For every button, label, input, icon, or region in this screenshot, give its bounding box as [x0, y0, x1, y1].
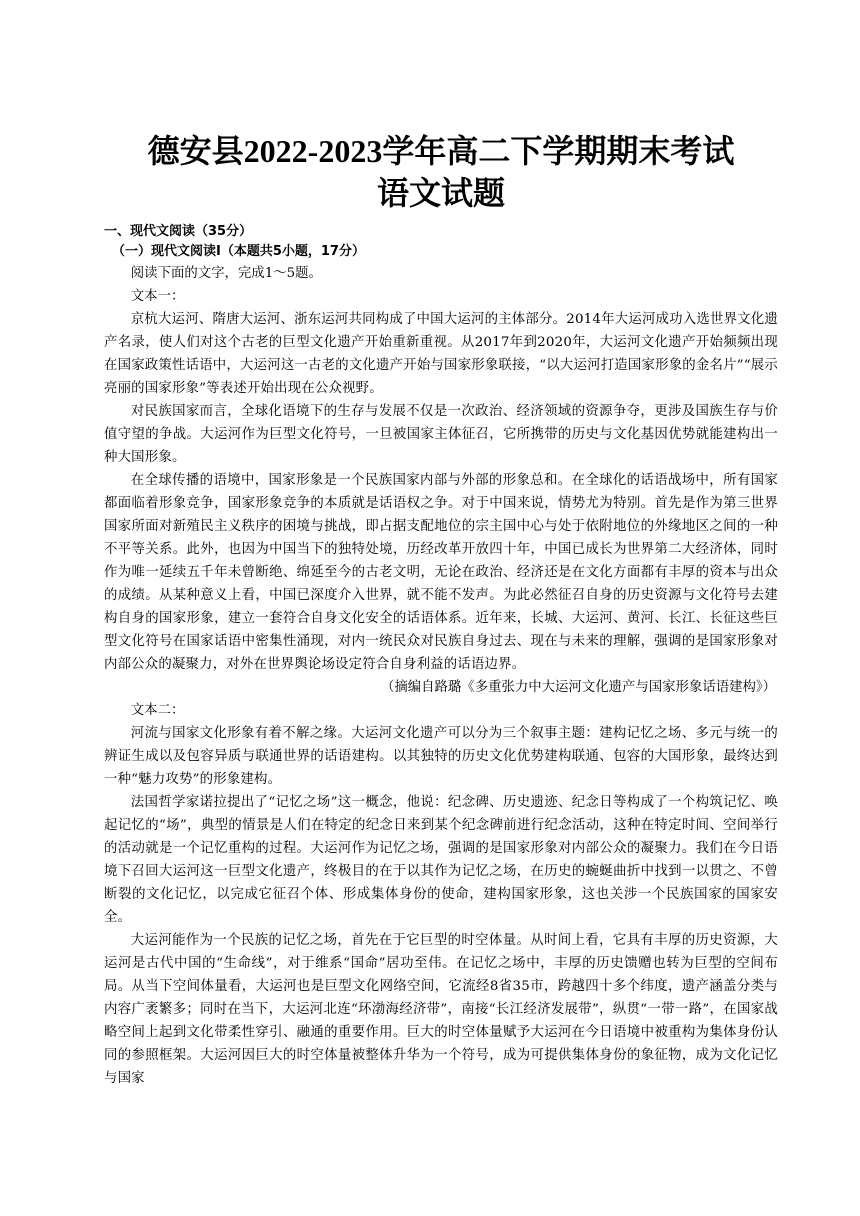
exam-title: 德安县2022-2023学年高二下学期期末考试 [147, 133, 735, 169]
section-heading: 一、现代文阅读（35分） [104, 224, 253, 239]
text1-paragraph-3: 在全球传播的语境中，国家形象是一个民族国家内部与外部的形象总和。在全球化的话语战场中，所有国家都面临着形象竞争，国家形象竞争的本质就是话语权之争。对于中国来说，情势尤为特别。首先是作为第三世界国家所面对新殖民主义秩序的困境与挑战，即占据支配地位的宗主国中心与处于依附地位的外缘地区之间的一种不平等关系。此外，也因为中国当下的独特处境，历经改革开放四十年，中国已成长为世界第二大经济体，同时作为唯一延续五千年未曾断绝、绵延至今的古老文明，无论在政治、经济还是在文化方面都有丰厚的资本与出众的成绩。从某种意义上看，中国已深度介入世界，就不能不发声。为此必然征召自身的历史资源与文化符号去建构自身的国家形象，建立一套符合自身文化安全的话语体系。近年来，长城、大运河、黄河、长江、长征这些巨型文化符号在国家话语中密集性涌现，对内一统民众对民族自身过去、现在与未来的理解，强调的是国家形象对内部公众的凝聚力，对外在世界舆论场设定符合自身利益的话语边界。 [104, 473, 778, 672]
text1-source: （摘编自路璐《多重张力中大运河文化遗产与国家形象话语建构》） [380, 680, 776, 695]
exam-subject-title: 语文试题 [376, 175, 505, 211]
text2-paragraph-2: 法国哲学家诺拉提出了“记忆之场”这一概念，他说：纪念碑、历史遗迹、纪念日等构成了一个构筑记忆、唤起记忆的“场”，典型的情景是人们在特定的纪念日来到某个纪念碑前进行纪念活动，这种在特定时间、空间举行的活动就是一个记忆重构的过程。大运河作为记忆之场，强调的是国家形象对内部公众的凝聚力。我们在今日语境下召回大运河这一巨型文化遗产，终极目的在于以其作为记忆之场，在历史的蜿蜒曲折中找到一以贯之、不曾断裂的文化记忆，以完成它征召个体、形成集体身份的使命，建构国家形象，这也关涉一个民族国家的国家安全。 [104, 795, 778, 925]
text2-paragraph-3: 大运河能作为一个民族的记忆之场，首先在于它巨型的时空体量。从时间上看，它具有丰厚的历史资源，大运河是古代中国的“生命线”，对于维系“国命”居功至伟。在记忆之场中，丰厚的历史馈赠也转为巨型的空间布局。从当下空间体量看，大运河也是巨型文化网络空间，它流经8省35市，跨越四十多个纬度，遗产涵盖分类与内容广袤繁多；同时在当下，大运河北连“环渤海经济带”，南接“长江经济发展带”，纵贯“一带一路”，在国家战略空间上起到文化带柔性穿引、融通的重要作用。巨大的时空体量赋予大运河在今日语境中被重构为集体身份认同的参照框架。大运河因巨大的时空体量被整体升华为一个符号，成为可提供集体身份的象征物，成为文化记忆与国家 [104, 933, 778, 1086]
text1-label: 文本一： [130, 289, 185, 304]
text2-label: 文本二： [130, 703, 185, 718]
text1-paragraph-2: 对民族国家而言，全球化语境下的生存与发展不仅是一次政治、经济领域的资源争夺，更涉及国族生存与价值守望的争战。大运河作为巨型文化符号，一旦被国家主体征召，它所携带的历史与文化基因优势就能建构出一种大国形象。 [104, 404, 778, 465]
text2-paragraph-1: 河流与国家文化形象有着不解之缘。大运河文化遗产可以分为三个叙事主题：建构记忆之场、多元与统一的辨证生成以及包容异质与联通世界的话语建构。以其独特的历史文化优势建构联通、包容的大国形象，最终达到一种“魅力攻势”的形象建构。 [104, 726, 778, 787]
instruction-text: 阅读下面的文字，完成1～5题。 [130, 266, 322, 281]
text1-paragraph-1: 京杭大运河、隋唐大运河、浙东运河共同构成了中国大运河的主体部分。2014年大运河成功入选世界文化遗产名录，使人们对这个古老的巨型文化遗产开始重新重视。从2017年到2020年，大运河文化遗产开始频频出现在国家政策性话语中，大运河这一古老的文化遗产开始与国家形象联接，“以大运河打造国家形象的金名片”“展示亮丽的国家形象”等表述开始出现在公众视野。 [104, 312, 778, 396]
subsection-heading: （一）现代文阅读Ⅰ（本题共5小题，17分） [112, 244, 365, 259]
